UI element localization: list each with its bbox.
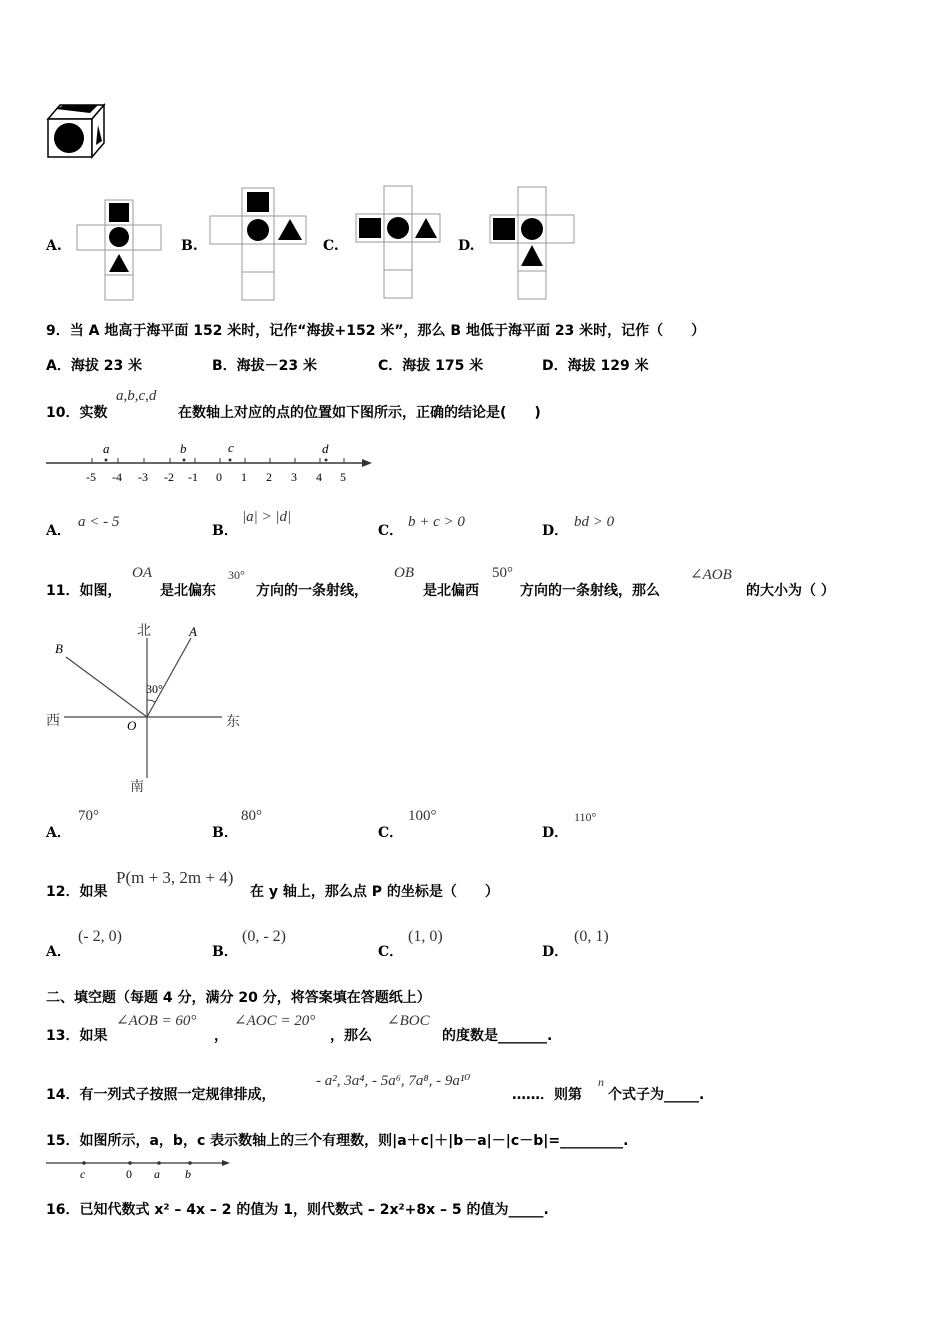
q10-tick-minus5: -5 [86, 470, 96, 484]
q15-label-0: 0 [126, 1167, 132, 1181]
q8-option-a-net[interactable] [76, 196, 164, 300]
q11-angle-1: 30° [228, 568, 245, 582]
q8-option-d-letter[interactable]: D. [458, 238, 475, 254]
q10-point-a: a [103, 441, 110, 456]
q14-expr: - a², 3a⁴, - 5a⁶, 7a⁸, - 9a¹⁰ [316, 1073, 471, 1089]
q12-number: 12．如果 [46, 884, 108, 900]
q11-text-5: 的大小为（ ） [746, 583, 835, 599]
q12-stem: 在 y 轴上，那么点 P 的坐标是（ ） [250, 884, 499, 900]
q9-option-b[interactable] [212, 355, 317, 375]
q12-option-b-letter[interactable]: B． [212, 944, 238, 960]
q11-text-3: 是北偏西 [423, 583, 479, 599]
q9-option-b-text: 海拔－23 米 [236, 358, 318, 374]
q8-option-d-net[interactable] [489, 187, 579, 301]
q15-label-c: c [80, 1167, 86, 1181]
q15-number-line [44, 1156, 234, 1170]
q12-option-b-text[interactable]: (0, - 2) [242, 928, 286, 945]
q11-fig-south: 南 [130, 780, 144, 795]
q10-tick-3: 3 [291, 470, 297, 484]
q13-number: 13．如果 [46, 1028, 108, 1044]
q12-option-c-text[interactable]: (1, 0) [408, 928, 443, 945]
q10-number: 10．实数 [46, 405, 108, 421]
q10-point-c: c [228, 440, 234, 455]
q11-option-b-text[interactable]: 80° [241, 808, 262, 824]
q10-stem: 在数轴上对应的点的位置如下图所示，正确的结论是( ) [178, 405, 541, 421]
q8-option-c-letter[interactable]: C. [323, 238, 339, 254]
q9-option-a[interactable] [46, 355, 142, 375]
q14-mid: ……．则第 [512, 1087, 582, 1103]
q13-comma: ， [214, 1028, 228, 1044]
q10-point-d: d [322, 441, 329, 456]
q10-option-c-text[interactable]: b + c > 0 [408, 514, 465, 530]
q12-option-d-text[interactable]: (0, 1) [574, 928, 609, 945]
q10-tick-4: 4 [316, 470, 322, 484]
q10-tick-1: 1 [241, 470, 247, 484]
q12-option-a-text[interactable]: (- 2, 0) [78, 928, 122, 945]
q9-stem: 9．当 A 地高于海平面 152 米时，记作“海拔+152 米”，那么 B 地低于海平面 23 米时，记作（ ） [46, 323, 706, 339]
q16-stem: 16．已知代数式 x² – 4x – 2 的值为 1，则代数式 – 2x²+8x – 5 的值为_____. [46, 1202, 549, 1218]
q14-number: 14．有一列式子按照一定规律排成， [46, 1087, 276, 1103]
q11-text-1: 是北偏东 [160, 583, 216, 599]
q11-aob: ∠AOB [690, 567, 732, 583]
q9-option-d-letter: D． [542, 358, 568, 374]
q12-expr: P(m + 3, 2m + 4) [116, 868, 234, 887]
q11-fig-a: A [189, 624, 197, 639]
q9-option-b-letter: B． [212, 358, 237, 374]
cube-figure [46, 103, 108, 159]
q9-option-a-letter: A． [46, 358, 71, 374]
q11-option-a-text[interactable]: 70° [78, 808, 99, 824]
q9-option-a-text: 海拔 23 米 [70, 358, 143, 374]
q13-expr-2: ∠AOC = 20° [234, 1013, 316, 1029]
q14-n: n [598, 1075, 604, 1089]
q13-expr-3: ∠BOC [387, 1013, 430, 1029]
q12-option-c-letter[interactable]: C． [378, 944, 404, 960]
q10-option-d-text[interactable]: bd > 0 [574, 514, 615, 530]
q10-vars: a,b,c,d [116, 388, 157, 404]
q10-option-a-letter[interactable]: A． [46, 523, 71, 539]
q10-tick-minus3: -3 [138, 470, 148, 484]
q10-tick-minus2: -2 [164, 470, 174, 484]
q13-tail: 的度数是_______. [442, 1028, 553, 1044]
q11-fig-angle: 30° [146, 682, 163, 696]
q10-option-b-letter[interactable]: B． [212, 523, 238, 539]
q9-option-d[interactable] [542, 355, 649, 375]
q11-compass-figure [44, 620, 254, 800]
q11-option-a-letter[interactable]: A． [46, 825, 71, 841]
q13-mid: ，那么 [330, 1028, 372, 1044]
q11-option-c-letter[interactable]: C． [378, 825, 404, 841]
q15-stem: 15．如图所示，a，b，c 表示数轴上的三个有理数，则|a＋c|＋|b－a|－|c－b|=_________. [46, 1133, 629, 1149]
q11-text-4: 方向的一条射线，那么 [520, 583, 660, 599]
q13-expr-1: ∠AOB = 60° [116, 1013, 197, 1029]
q10-tick-0: 0 [216, 470, 222, 484]
q11-angle-2: 50° [492, 565, 513, 581]
q11-option-c-text[interactable]: 100° [408, 808, 437, 824]
q11-ob: OB [394, 565, 414, 581]
q11-option-d-letter[interactable]: D． [542, 825, 569, 841]
q11-text-2: 方向的一条射线， [256, 583, 368, 599]
q11-fig-east: 东 [226, 715, 240, 730]
q11-fig-b: B [55, 641, 63, 656]
q11-oa: OA [132, 565, 152, 581]
q15-label-b: b [185, 1167, 191, 1181]
section-2-heading: 二、填空题（每题 4 分，满分 20 分，将答案填在答题纸上） [46, 990, 431, 1006]
q11-option-b-letter[interactable]: B． [212, 825, 238, 841]
q14-tail: 个式子为_____. [608, 1087, 705, 1103]
q9-option-c-letter: C． [378, 358, 403, 374]
q11-fig-o: O [127, 718, 137, 733]
q8-option-b-net[interactable] [210, 188, 308, 300]
q8-option-a-letter[interactable]: A. [46, 238, 62, 254]
q11-fig-north: 北 [137, 624, 151, 639]
q10-point-b: b [180, 441, 187, 456]
q10-option-d-letter[interactable]: D． [542, 523, 569, 539]
q10-tick-2: 2 [266, 470, 272, 484]
q10-option-c-letter[interactable]: C． [378, 523, 404, 539]
q9-option-c[interactable] [378, 355, 483, 375]
q9-option-c-text: 海拔 175 米 [402, 358, 484, 374]
q9-option-d-text: 海拔 129 米 [567, 358, 649, 374]
q8-option-c-net[interactable] [354, 186, 444, 300]
q12-option-d-letter[interactable]: D． [542, 944, 569, 960]
q10-tick-minus1: -1 [188, 470, 198, 484]
q11-number: 11．如图， [46, 583, 122, 599]
q12-option-a-letter[interactable]: A． [46, 944, 71, 960]
q10-option-a-text[interactable]: a < - 5 [78, 514, 120, 530]
q10-option-b-text[interactable]: |a| > |d| [242, 509, 292, 525]
q10-tick-minus4: -4 [112, 470, 122, 484]
q10-tick-5: 5 [340, 470, 346, 484]
q11-option-d-text[interactable]: 110° [574, 810, 597, 824]
q8-option-b-letter[interactable]: B. [181, 238, 198, 254]
q11-fig-west: 西 [46, 714, 60, 729]
q15-label-a: a [154, 1167, 160, 1181]
